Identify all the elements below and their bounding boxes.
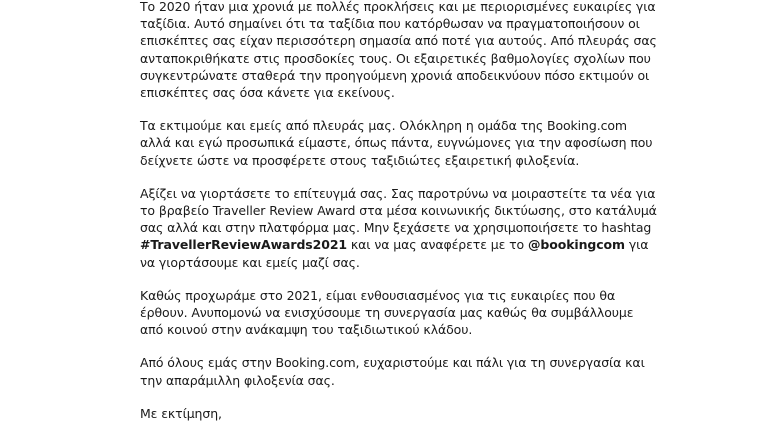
social-handle: @bookingcom xyxy=(527,237,625,253)
hashtag-text: #TravellerReviewAwards2021 xyxy=(140,237,348,253)
paragraph-intro: Το 2020 ήταν μια χρονιά με πολλές προκλήσεις και με περιορισμένες ευκαιρίες για ταξίδια. Αυτό σημαίνει ότι τα ταξίδια που κατόρθωσαν να πραγματοποιήσουν οι επισκέπτες σας είχαν περισσότερη σημασία από ποτέ για αυτούς. Από πλευράς σας ανταποκριθήκατε στις προσδοκίες τους. Οι εξαιρετικές βαθμολογίες σχολίων που συγκεντρώνατε σταθερά την προηγούμενη χρονιά αποδεικνύουν πόσο εκτιμούν οι επισκέπτες σας όσα κάνετε για εκείνους. xyxy=(140,0,657,101)
paragraph-outlook: Καθώς προχωράμε στο 2021, είμαι ενθουσιασμένος για τις ευκαιρίες που θα έρθουν. Ανυπομονώ να ενισχύσουμε τη συνεργασία μας καθώς θα συμβάλλουμε από κοινού στην ανάκαμψη του ταξιδιωτικού κλάδου. xyxy=(140,287,634,338)
paragraph-appreciation: Τα εκτιμούμε και εμείς από πλευράς μας. Ολόκληρη η ομάδα της Booking.com αλλά και εγώ προσωπικά είμαστε, όπως πάντα, ευγνώμονες για την αφοσίωση που δείχνετε ώστε να προσφέρετε στους ταξιδιώτες εξαιρετική φιλοξενία. xyxy=(140,118,653,168)
closing-salutation: Με εκτίμηση, xyxy=(140,405,222,421)
paragraph-thanks: Από όλους εμάς στην Booking.com, ευχαριστούμε και πάλι για τη συνεργασία και την απαράμιλλη φιλοξενία σας. xyxy=(140,355,645,388)
paragraph-celebrate-text-1: Αξίζει να γιορτάσετε το επίτευγμά σας. Σας παροτρύνω να μοιραστείτε τα νέα για το βραβείο Traveller Review Award στα μέσα κοινωνικής δικτύωσης, στο κατάλυμά σας αλλά και στην πλατφόρμα μας. Μην ξεχάσετε να χρησιμοποιήσετε το hashtag xyxy=(140,185,657,236)
letter-body xyxy=(140,0,660,438)
paragraph-celebrate xyxy=(140,185,660,271)
paragraph-celebrate-text-3: για να γιορτάσουμε και εμείς μαζί σας. xyxy=(140,237,649,270)
paragraph-celebrate-text-2: και να μας αναφέρετε με το xyxy=(347,237,528,253)
